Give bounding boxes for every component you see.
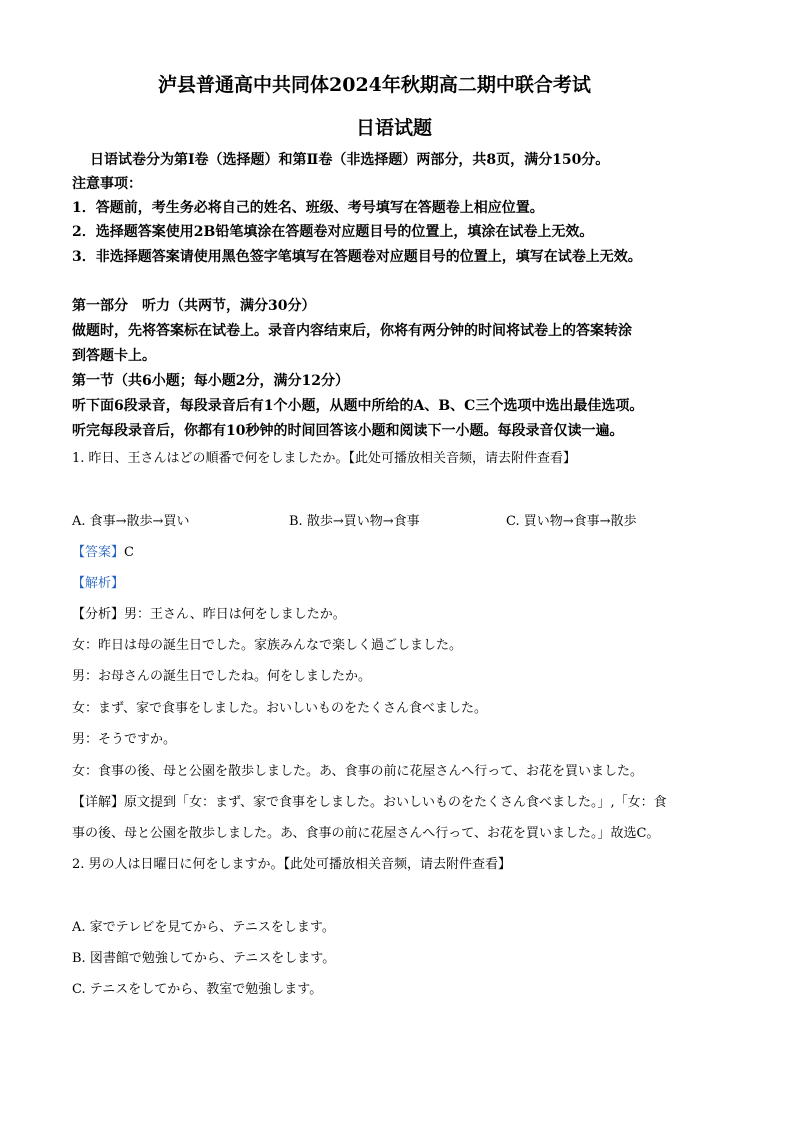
question-1: 1. 昨日、王さんはどの順番で何をしましたか。【此处可播放相关音频，请去附件查看】 <box>72 451 577 466</box>
part1-heading: 第一部分 听力（共两节，满分30分） <box>72 298 316 314</box>
part1-instruction: 到答题卡上。 <box>72 348 156 364</box>
dialogue-line: 女：昨日は母の誕生日でした。家族みんなで楽しく過ごしました。 <box>72 638 463 653</box>
notice-item: 3．非选择题答案请使用黑色签字笔填写在答题卷对应题目号的位置上，填写在试卷上无效。 <box>72 249 642 265</box>
q2-option-a: A. 家でテレビを見てから、テニスをします。 <box>72 920 335 935</box>
answer-value: C <box>124 545 134 560</box>
q2-option-b: B. 図書館で勉強してから、テニスをします。 <box>72 951 336 966</box>
dialogue-line: 男：お母さんの誕生日でしたね。何をしましたか。 <box>72 669 372 684</box>
section1-instruction: 听完每段录音后，你都有10秒钟的时间回答该小题和阅读下一小题。每段录音仅读一遍。 <box>72 423 624 439</box>
dialogue-line: 女：食事の後、母と公園を散歩しました。あ、食事の前に花屋さんへ行って、お花を買いました。 <box>72 764 643 779</box>
section1-heading: 第一节（共6小题；每小题2分，满分12分） <box>72 373 349 389</box>
dialogue-line: 男：そうですか。 <box>72 732 177 747</box>
dialogue-line: 女：まず、家で食事をしました。おいしいものをたくさん食べました。 <box>72 701 487 716</box>
notice-item: 1．答题前，考生务必将自己的姓名、班级、考号填写在答题卷上相应位置。 <box>72 200 544 216</box>
answer-row <box>72 541 134 560</box>
page-subtitle: 日语试题 <box>356 117 433 139</box>
q1-option-c: C. 買い物→食事→散歩 <box>506 514 637 529</box>
detail-line: 事の後、母と公園を散歩しました。あ、食事の前に花屋さんへ行って、お花を買いました。」故选C。 <box>72 826 660 841</box>
q1-option-b: B. 散歩→買い物→食事 <box>289 514 420 529</box>
notice-heading: 注意事项： <box>72 176 142 192</box>
notice-item: 2．选择题答案使用2B铅笔填涂在答题卷对应题目号的位置上，填涂在试卷上无效。 <box>72 224 594 240</box>
part1-instruction: 做题时，先将答案标在试卷上。录音内容结束后，你将有两分钟的时间将试卷上的答案转涂 <box>72 323 632 339</box>
question-2: 2. 男の人は日曜日に何をしますか。【此处可播放相关音频，请去附件查看】 <box>72 857 512 872</box>
q1-option-a: A. 食事→散歩→買い <box>72 514 190 529</box>
q2-option-c: C. テニスをしてから、教室で勉強します。 <box>72 982 323 997</box>
section1-instruction: 听下面6段录音，每段录音后有1个小题，从题中所给的A、B、C三个选项中选出最佳选项。 <box>72 398 644 414</box>
dialogue-line: 【分析】男：王さん、昨日は何をしましたか。 <box>72 607 346 622</box>
analysis-label: 【解析】 <box>72 576 125 591</box>
detail-line: 【详解】原文提到「女：まず、家で食事をしました。おいしいものをたくさん食べました。」,「女：食 <box>72 795 667 810</box>
intro-text: 日语试卷分为第Ⅰ卷（选择题）和第Ⅱ卷（非选择题）两部分，共8页，满分150分。 <box>90 152 610 168</box>
answer-label: 【答案】 <box>72 545 125 560</box>
page-title: 泸县普通高中共同体2024年秋期高二期中联合考试 <box>158 74 591 96</box>
